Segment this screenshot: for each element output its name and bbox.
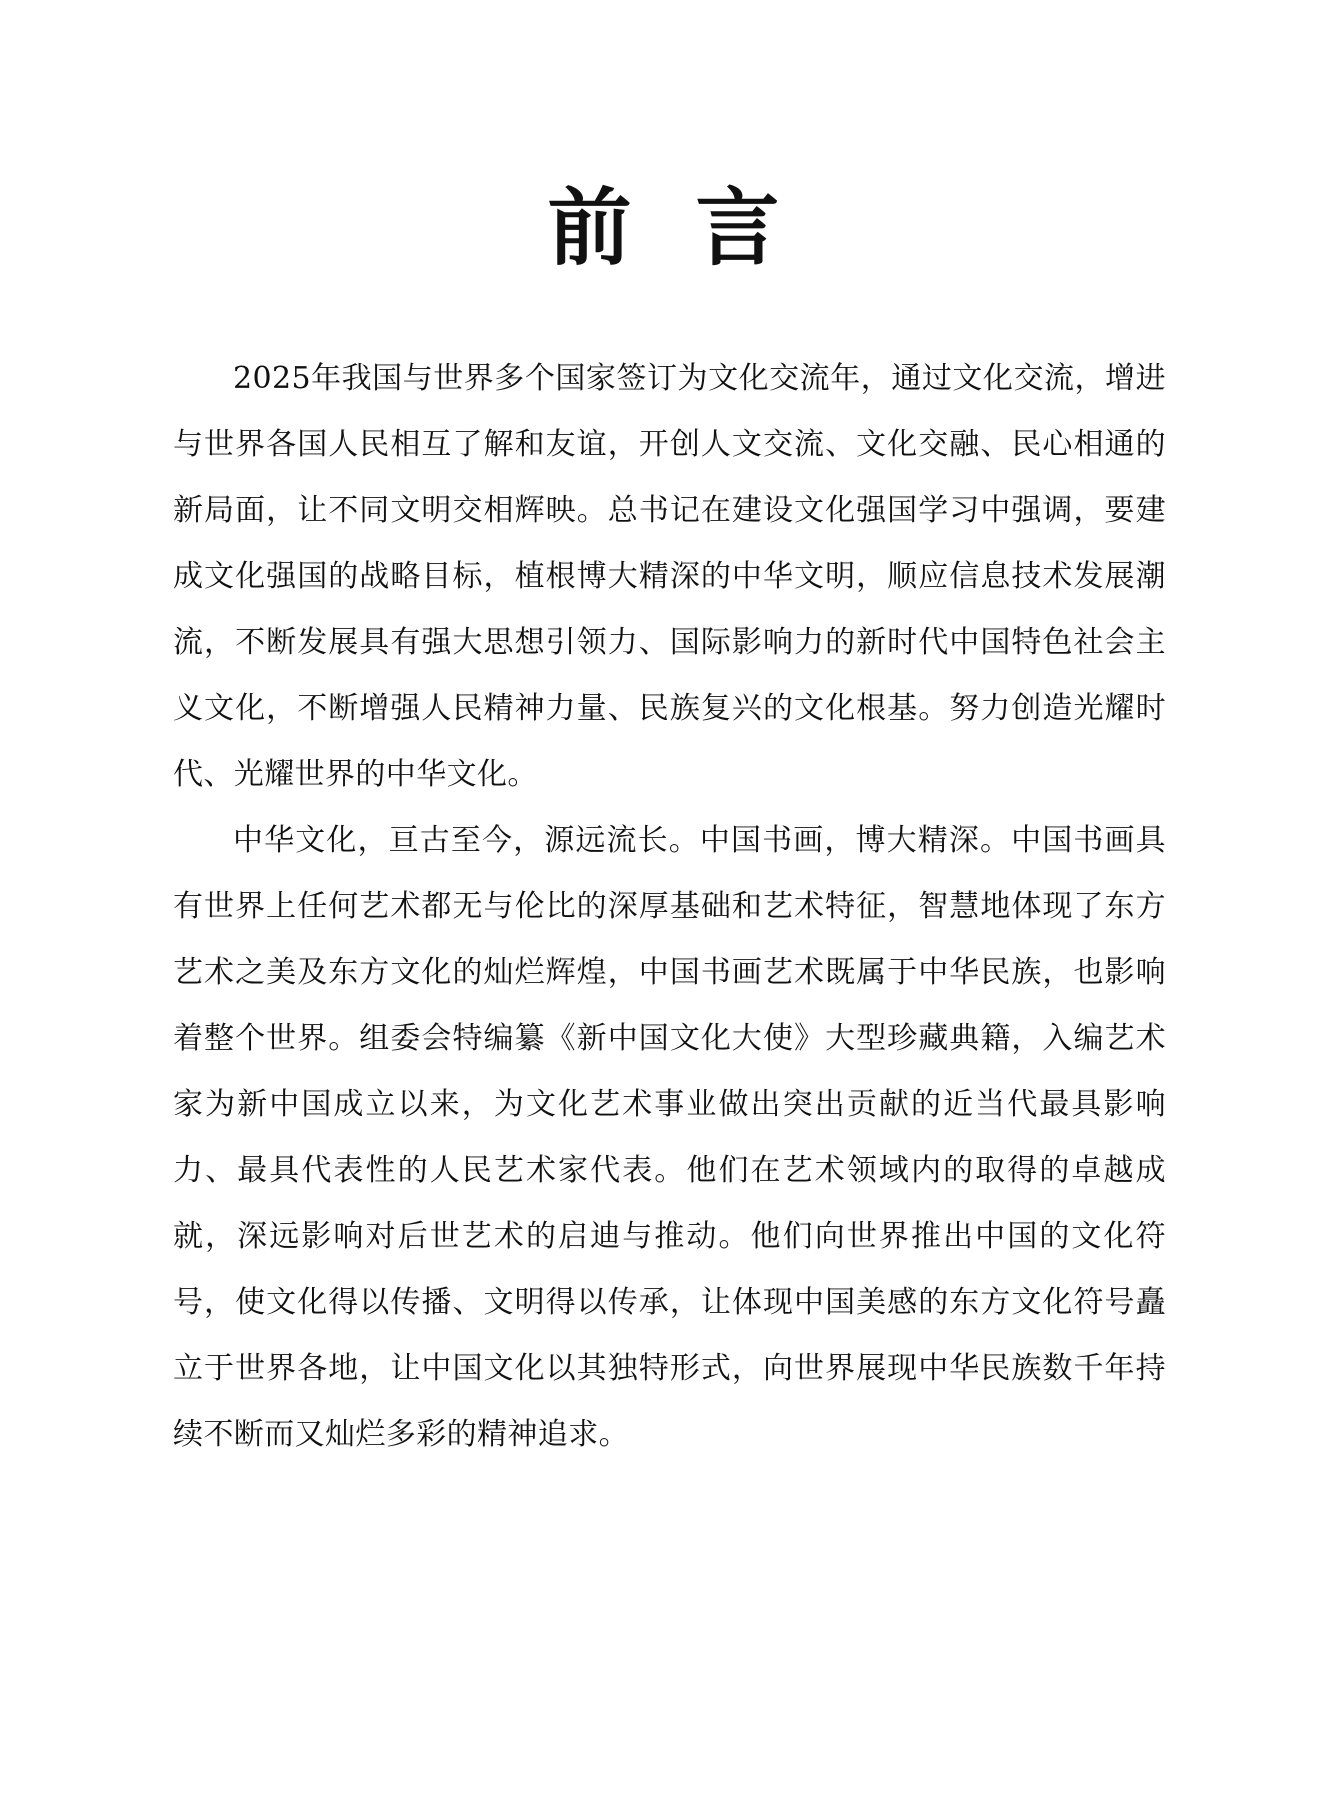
- preface-paragraph-2: 中华文化，亘古至今，源远流长。中国书画，博大精深。中国书画具有世界上任何艺术都无与伦比的深厚基础和艺术特征，智慧地体现了东方艺术之美及东方文化的灿烂辉煌，中国书画艺术既属于中华民族，也影响着整个世界。组委会特编纂《新中国文化大使》大型珍藏典籍，入编艺术家为新中国成立以来，为文化艺术事业做出突出贡献的近当代最具影响力、最具代表性的人民艺术家代表。他们在艺术领域内的取得的卓越成就，深远影响对后世艺术的启迪与推动。他们向世界推出中国的文化符号，使文化得以传播、文明得以传承，让体现中国美感的东方文化符号矗立于世界各地，让中国文化以其独特形式，向世界展现中华民族数千年持续不断而又灿烂多彩的精神追求。: [173, 823, 1166, 1452]
- preface-paragraph-1: 2025年我国与世界多个国家签订为文化交流年，通过文化交流，增进与世界各国人民相互了解和友谊，开创人文交流、文化交融、民心相通的新局面，让不同文明交相辉映。总书记在建设文化强国学习中强调，要建成文化强国的战略目标，植根博大精深的中华文明，顺应信息技术发展潮流，不断发展具有强大思想引领力、国际影响力的新时代中国特色社会主义文化，不断增强人民精神力量、民族复兴的文化根基。努力创造光耀时代、光耀世界的中华文化。: [173, 361, 1166, 792]
- preface-body: [173, 346, 1166, 1468]
- page-title: 前言: [547, 178, 844, 277]
